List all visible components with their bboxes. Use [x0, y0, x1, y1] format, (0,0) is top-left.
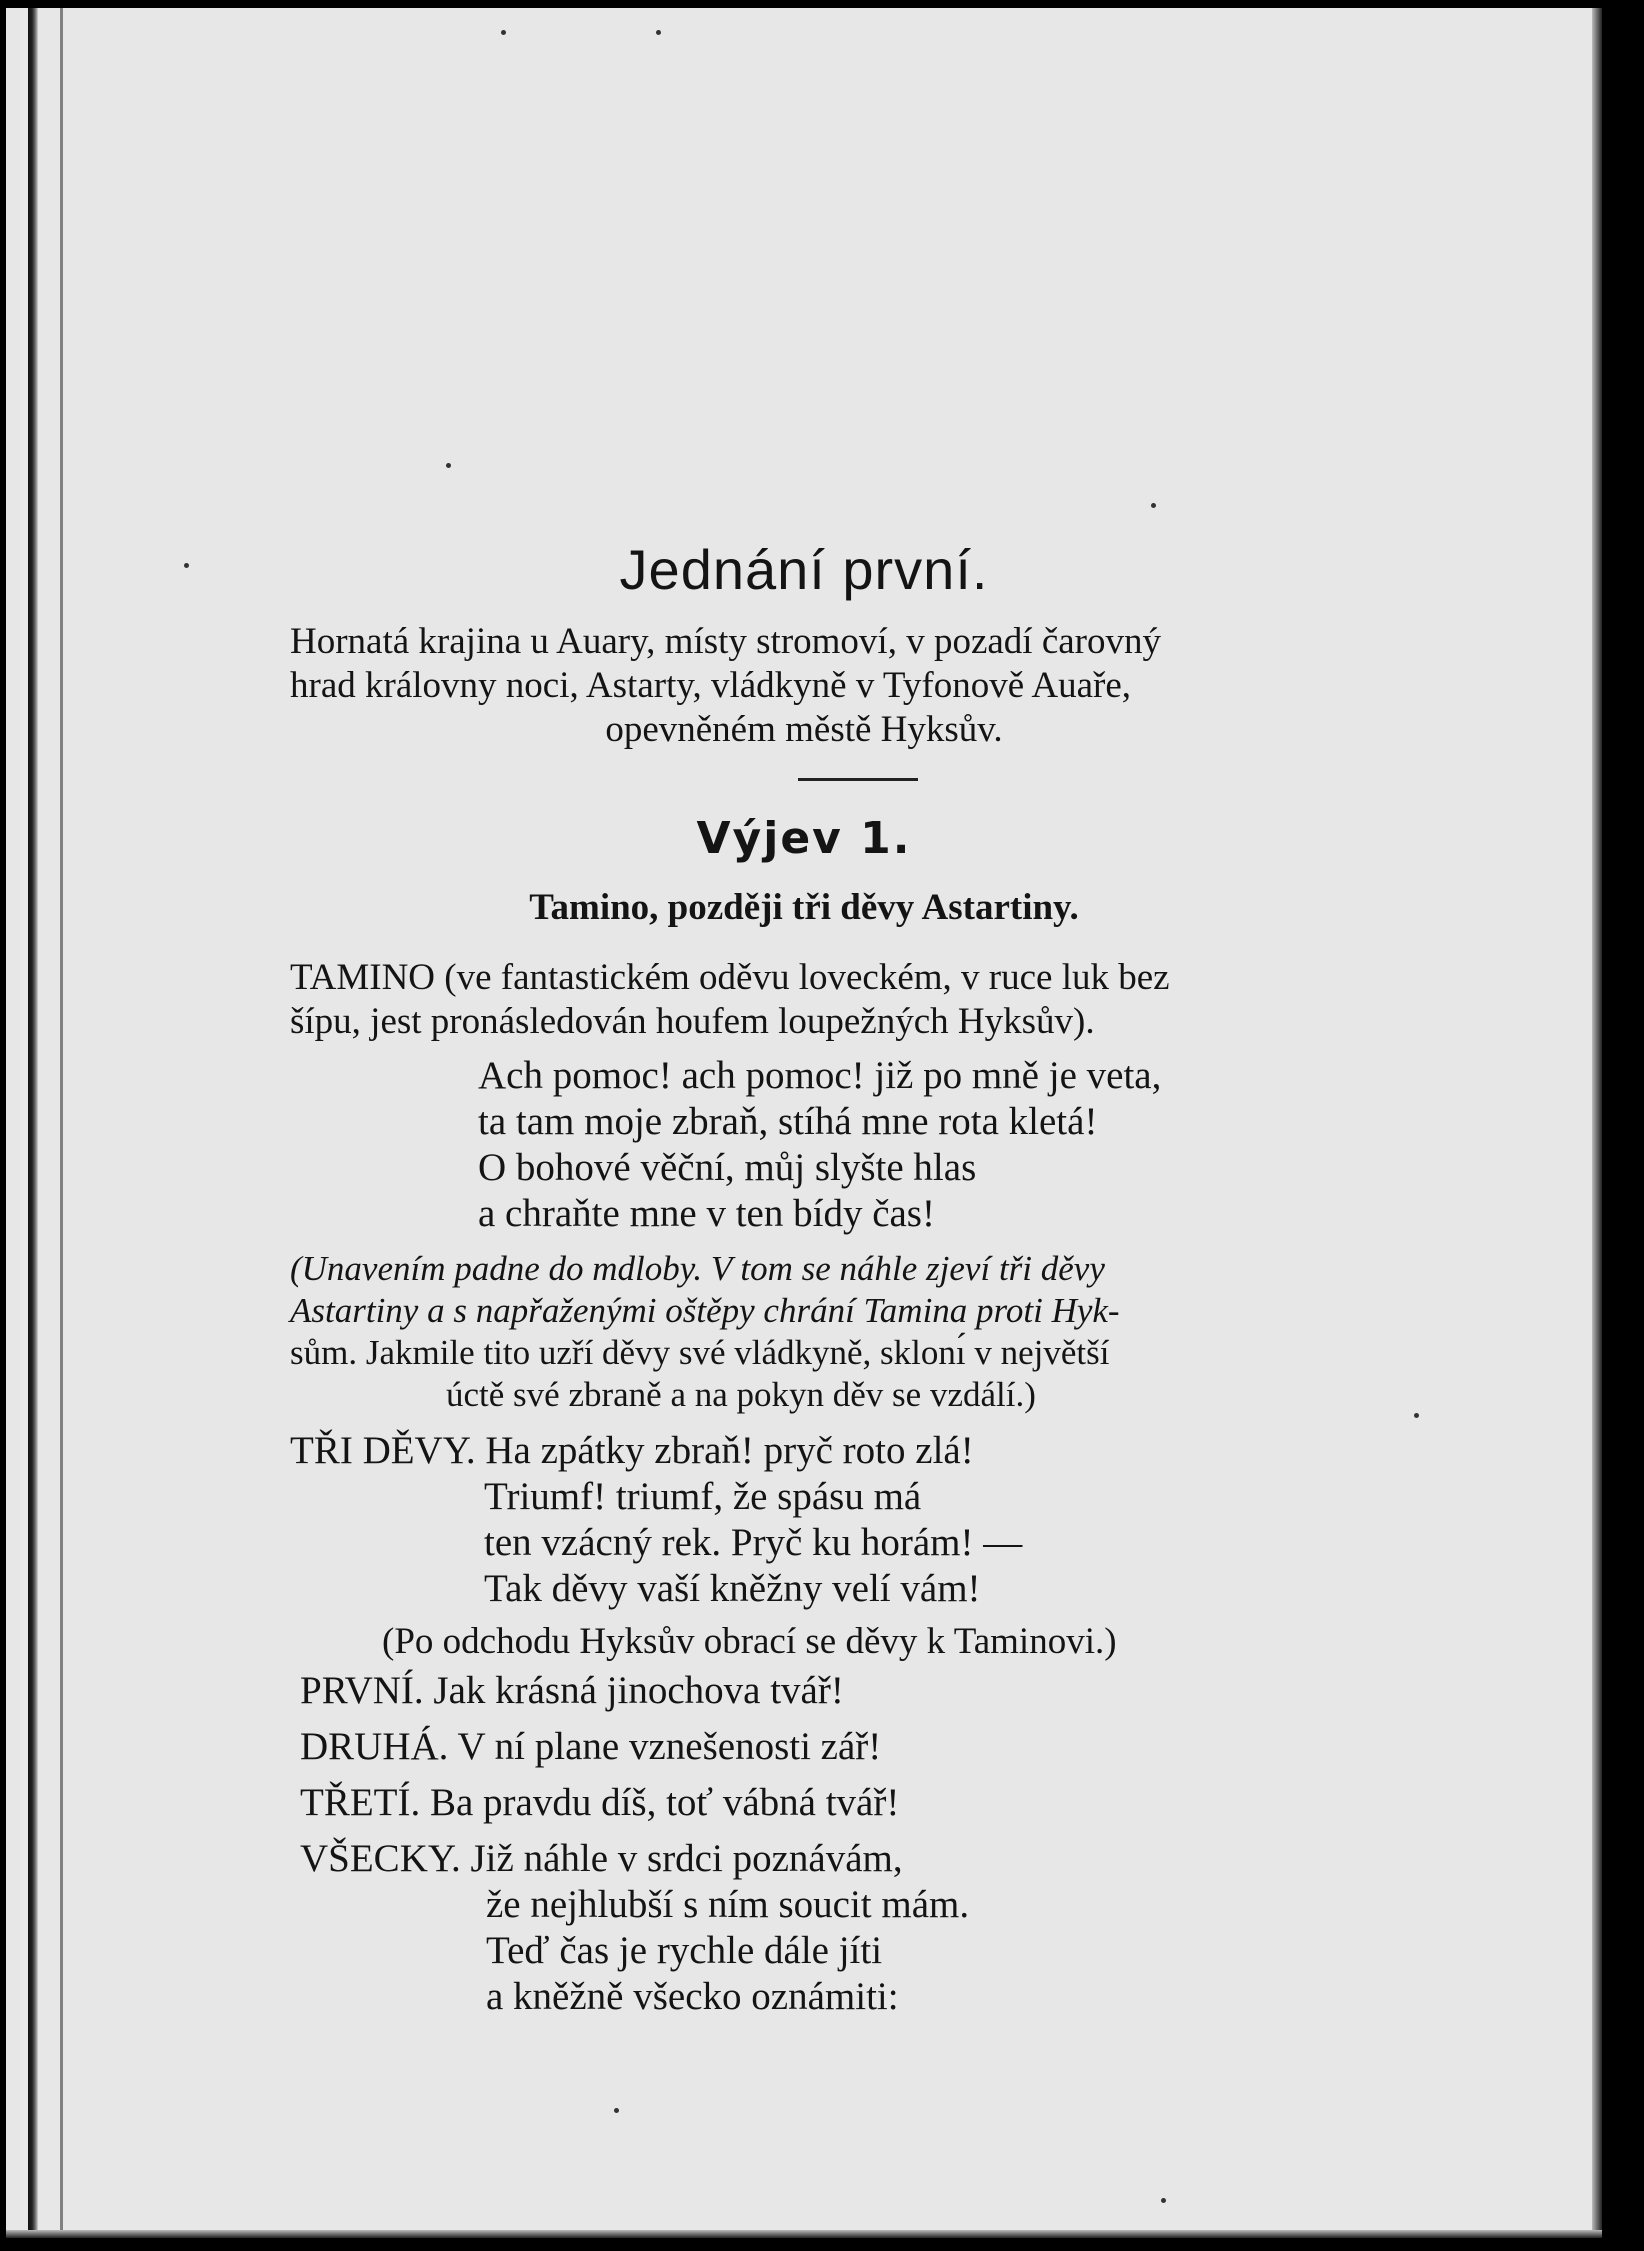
- stage-direction-line: (Unavením padne do mdloby. V tom se náhle zjeví tři děvy: [290, 1249, 1105, 1288]
- scan-speck: [656, 30, 661, 35]
- verse-line: DRUHÁ. V ní plane vznešenosti zář!: [300, 1725, 882, 1768]
- verse-line: Triumf! triumf, že spásu má: [484, 1475, 922, 1518]
- page-fold-line: [60, 8, 63, 2238]
- verse-line: Ach pomoc! ach pomoc! již po mně je veta,: [478, 1054, 1162, 1097]
- scan-speck: [501, 30, 506, 35]
- verse-line: ta tam moje zbraň, stíhá mne rota kletá!: [478, 1100, 1098, 1143]
- book-page: [6, 8, 1602, 2238]
- act-title: Jednání první.: [619, 538, 989, 601]
- scan-speck: [446, 463, 451, 468]
- stage-direction-line: Astartiny a s napřaženými oštěpy chrání Tamina proti Hyk-: [290, 1291, 1120, 1330]
- scene-title: Výjev 1.: [696, 813, 912, 864]
- verse-line: Tak děvy vaší kněžny velí vám!: [484, 1567, 981, 1610]
- divider-rule: [798, 778, 918, 781]
- verse-line: a chraňte mne v ten bídy čas!: [478, 1192, 935, 1235]
- verse-line: TŘI DĚVY. Ha zpátky zbraň! pryč roto zlá!: [290, 1429, 974, 1472]
- stage-direction-line: sům. Jakmile tito uzří děvy své vládkyně, sklonı́ v největší: [290, 1333, 1110, 1372]
- page-bottom-edge: [6, 2230, 1602, 2238]
- verse-line: PRVNÍ. Jak krásná jinochova tvář!: [300, 1669, 844, 1712]
- stage-direction-line: úctě své zbraně a na pokyn děv se vzdálí.): [446, 1375, 1036, 1414]
- setting-line: hrad královny noci, Astarty, vládkyně v Tyfonově Auaře,: [290, 665, 1132, 706]
- scan-speck: [614, 2108, 619, 2113]
- tamino-direction-line: TAMINO (ve fantastickém oděvu loveckém, v ruce luk bez: [290, 957, 1170, 998]
- verse-line: VŠECKY. Již náhle v srdci poznávám,: [300, 1837, 903, 1880]
- setting-line: Hornatá krajina u Auary, místy stromoví, v pozadí čarovný: [290, 621, 1161, 662]
- tamino-direction-line: šípu, jest pronásledován houfem loupežných Hyksův).: [290, 1001, 1095, 1042]
- verse-line: TŘETÍ. Ba pravdu díš, toť vábná tvář!: [300, 1781, 900, 1824]
- setting-line: opevněném městě Hyksův.: [605, 709, 1003, 750]
- verse-line: že nejhlubší s ním soucit mám.: [486, 1883, 970, 1926]
- verse-line: ten vzácný rek. Pryč ku horám! —: [484, 1521, 1023, 1564]
- page-right-edge: [1592, 8, 1602, 2238]
- stage-direction-line: (Po odchodu Hyksův obrací se děvy k Taminovi.): [382, 1621, 1117, 1662]
- scan-speck: [1161, 2198, 1166, 2203]
- scene-cast: Tamino, později tři děvy Astartiny.: [529, 887, 1079, 928]
- book-spine: [28, 8, 38, 2238]
- verse-line: a kněžně všecko oznámiti:: [486, 1975, 899, 2018]
- verse-line: Teď čas je rychle dále jíti: [486, 1929, 883, 1972]
- verse-line: O bohové věční, můj slyšte hlas: [478, 1146, 977, 1189]
- scan-speck: [1151, 503, 1156, 508]
- scan-speck: [1414, 1413, 1419, 1418]
